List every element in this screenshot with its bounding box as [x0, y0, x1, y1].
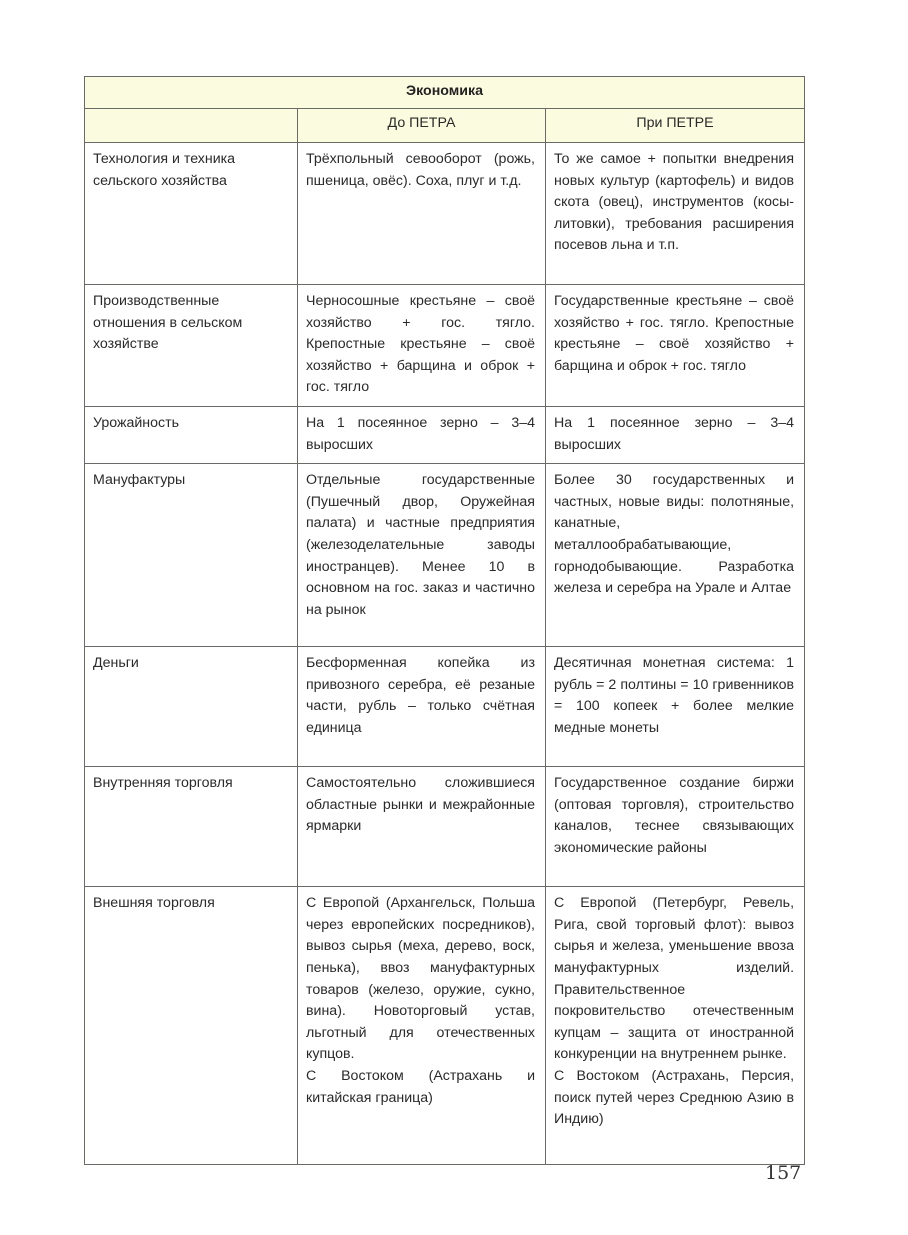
section-title-cell	[85, 77, 805, 109]
after-cell: Более 30 государственных и частных, новые виды: полотняные, канатные, металлообрабатывающие, горнодобывающие. Разработка железа и серебра на Урале и Алтае	[546, 464, 805, 647]
table-row	[85, 887, 805, 1165]
page-number: 157	[765, 1162, 802, 1184]
table-row	[85, 767, 805, 887]
column-header-row	[85, 109, 805, 143]
row-label: Урожайность	[85, 406, 298, 463]
table-row	[85, 285, 805, 407]
before-cell	[298, 887, 546, 1165]
before-east-text: С Востоком (Астрахань и китайская граница)	[306, 1067, 535, 1106]
before-europe-text: С Европой (Архангельск, Польша через европейских посредников), вывоз сырья (меха, дерево, воск, пенька), ввоз мануфактурных товаров (железо, оружие, сукно, вина). Новоторговый устав, льготный для отечественных купцов.	[306, 895, 535, 1063]
section-header-row	[85, 77, 805, 109]
row-label: Технология и техника сельского хозяйства	[85, 143, 298, 285]
table-row	[85, 406, 805, 463]
row-label: Производственные отношения в сельском хозяйстве	[85, 285, 298, 407]
before-cell: Трёхпольный севооборот (рожь, пшеница, овёс). Соха, плуг и т.д.	[298, 143, 546, 285]
section-title: Экономика	[406, 83, 483, 99]
row-label: Внешняя торговля	[85, 887, 298, 1165]
after-cell: Государственные крестьяне – своё хозяйство + гос. тягло. Крепостные крестьяне – своё хозяйство + барщина и оброк + гос. тягло	[546, 285, 805, 407]
column-header-before-peter: До ПЕТРА	[298, 109, 546, 143]
table-row	[85, 464, 805, 647]
before-cell: Бесформенная копейка из привозного серебра, её резаные части, рубль – только счётная единица	[298, 647, 546, 767]
after-europe-text: С Европой (Петербург, Ревель, Рига, свой торговый флот): вывоз сырья и железа, уменьшение ввоза мануфактурных изделий. Правительственное покровительство отечественным купцам – защита от иностранной конкуренции на внутреннем рынке.	[554, 895, 795, 1063]
before-cell: Черносошные крестьяне – своё хозяйство + гос. тягло. Крепостные крестьяне – своё хозяйство + барщина и оброк + гос. тягло	[298, 285, 546, 407]
table-row	[85, 143, 805, 285]
before-cell: На 1 посеянное зерно – 3–4 выросших	[298, 406, 546, 463]
before-cell: Самостоятельно сложившиеся областные рынки и межрайонные ярмарки	[298, 767, 546, 887]
after-cell	[546, 887, 805, 1165]
row-label: Деньги	[85, 647, 298, 767]
column-header-empty	[85, 109, 298, 143]
after-cell: На 1 посеянное зерно – 3–4 выросших	[546, 406, 805, 463]
after-cell: То же самое + попытки внедрения новых культур (картофель) и видов скота (овец), инструментов (косы-литовки), требования расширения посевов льна и т.п.	[546, 143, 805, 285]
before-cell: Отдельные государственные (Пушечный двор, Оружейная палата) и частные предприятия (железоделательные заводы иностранцев). Менее 10 в основном на гос. заказ и частично на рынок	[298, 464, 546, 647]
after-east-text: С Востоком (Астрахань, Персия, поиск путей через Среднюю Азию в Индию)	[554, 1067, 795, 1128]
column-header-under-peter: При ПЕТРЕ	[546, 109, 805, 143]
row-label: Внутренняя торговля	[85, 767, 298, 887]
row-label: Мануфактуры	[85, 464, 298, 647]
after-cell: Десятичная монетная система: 1 рубль = 2 полтины = 10 гривенников = 100 копеек + более мелкие медные монеты	[546, 647, 805, 767]
table-row	[85, 647, 805, 767]
after-cell: Государственное создание биржи (оптовая торговля), строительство каналов, теснее связывающих экономические районы	[546, 767, 805, 887]
economy-comparison-table	[84, 76, 805, 1165]
